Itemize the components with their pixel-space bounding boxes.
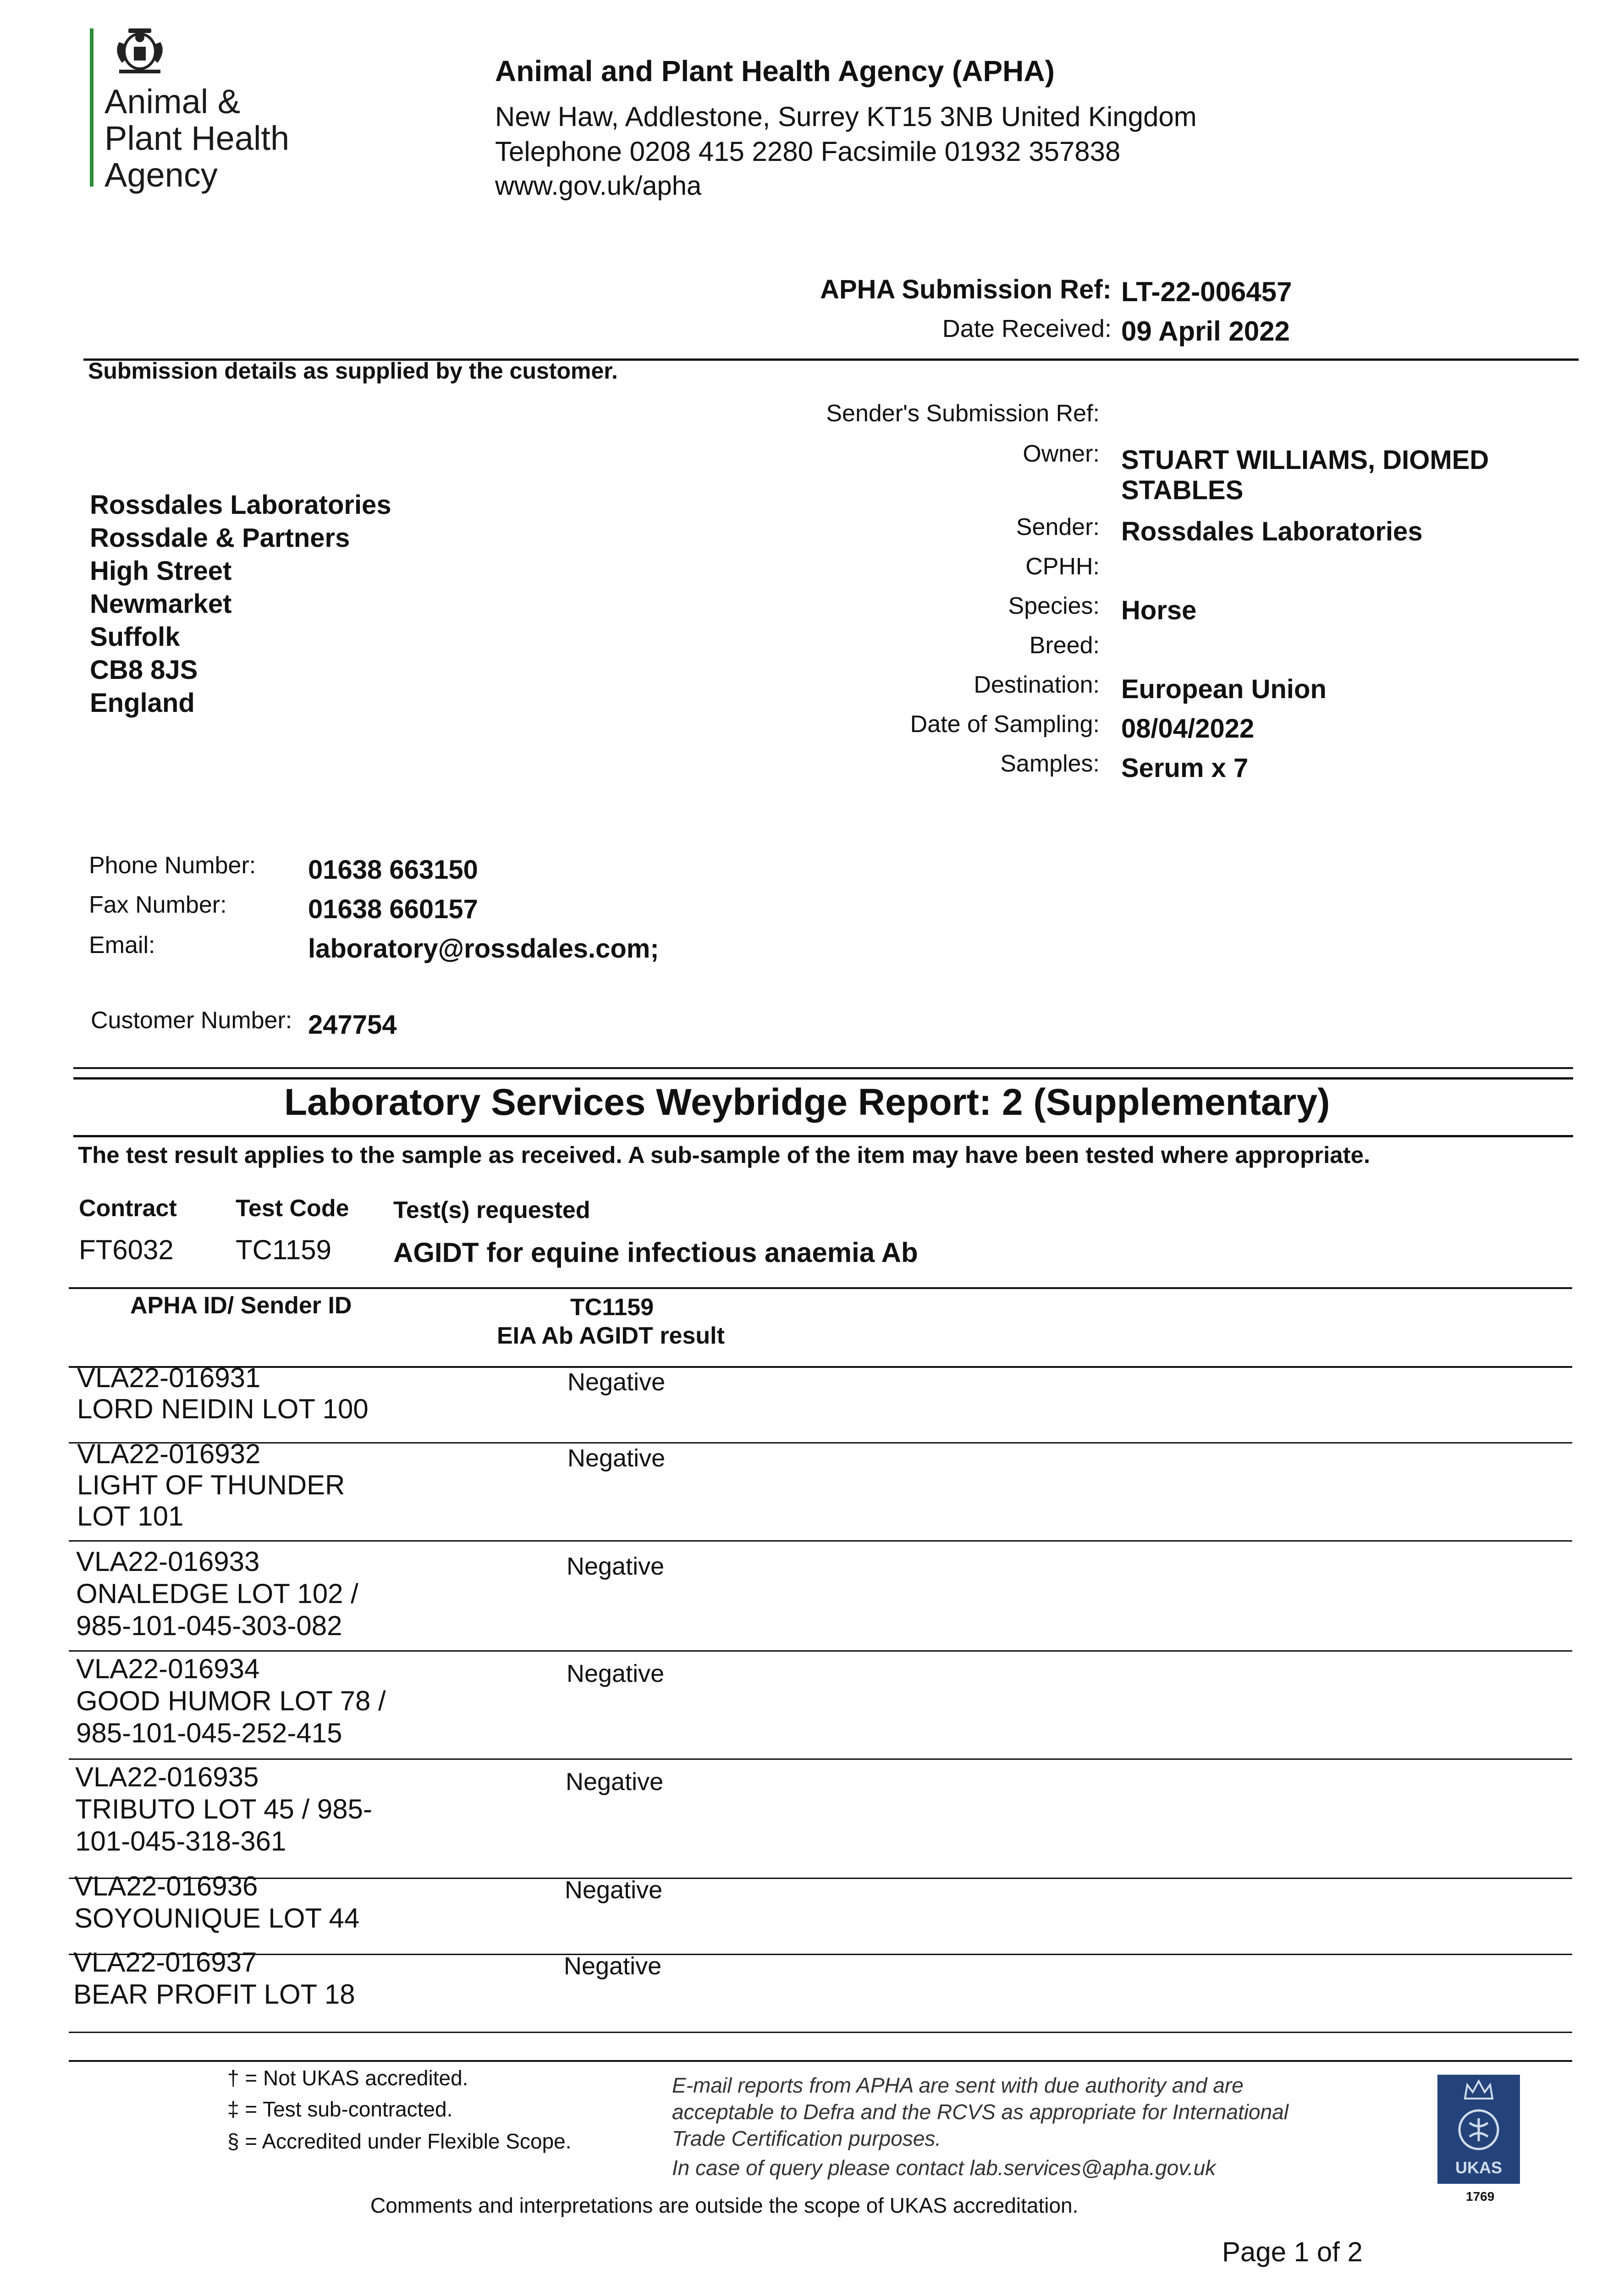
cphh-label: CPHH: bbox=[1025, 553, 1100, 580]
comments-note: Comments and interpretations are outside the scope of UKAS accreditation. bbox=[370, 2193, 1079, 2217]
row-line: BEAR PROFIT LOT 18 bbox=[73, 1979, 355, 2010]
address-line: England bbox=[90, 688, 195, 718]
col-test-code: Test Code bbox=[236, 1195, 349, 1222]
row-line: TRIBUTO LOT 45 / 985- bbox=[75, 1794, 373, 1824]
address-line: High Street bbox=[90, 556, 232, 586]
row-line: VLA22-016933 bbox=[76, 1546, 260, 1577]
row-id bbox=[77, 1438, 345, 1532]
row-line: LORD NEIDIN LOT 100 bbox=[77, 1394, 369, 1424]
fax-value: 01638 660157 bbox=[308, 894, 478, 924]
row-id bbox=[76, 1546, 358, 1642]
row-result: Negative bbox=[567, 1368, 666, 1396]
divider-footer bbox=[69, 2060, 1572, 2062]
test-code-value: TC1159 bbox=[236, 1234, 332, 1265]
row-line: VLA22-016931 bbox=[77, 1362, 261, 1393]
logo-line-1: Animal & bbox=[105, 83, 241, 121]
logo-line-3: Agency bbox=[105, 156, 218, 194]
row-line: VLA22-016935 bbox=[75, 1762, 259, 1792]
date-received-label: Date Received: bbox=[942, 315, 1112, 342]
customer-number-label: Customer Number: bbox=[91, 1007, 292, 1034]
agency-phone: Telephone 0208 415 2280 Facsimile 01932 357838 bbox=[495, 136, 1121, 167]
email-note-line: acceptable to Defra and the RCVS as appropriate for International bbox=[672, 2100, 1289, 2124]
ukas-emblem-icon bbox=[1456, 2107, 1502, 2153]
row-line: LOT 101 bbox=[77, 1501, 184, 1532]
address-line: Rossdale & Partners bbox=[90, 523, 350, 553]
row-line: VLA22-016937 bbox=[73, 1947, 257, 1978]
breed-label: Breed: bbox=[1029, 632, 1100, 659]
supplied-note: Submission details as supplied by the customer. bbox=[88, 358, 618, 384]
test-value: AGIDT for equine infectious anaemia Ab bbox=[393, 1237, 918, 1268]
logo-bar bbox=[90, 28, 94, 187]
divider-3 bbox=[73, 1077, 1573, 1080]
row-line: SOYOUNIQUE LOT 44 bbox=[74, 1903, 360, 1934]
phone-value: 01638 663150 bbox=[308, 855, 478, 885]
phone-label: Phone Number: bbox=[89, 852, 256, 879]
row-line: GOOD HUMOR LOT 78 / bbox=[76, 1686, 386, 1716]
row-result: Negative bbox=[564, 1952, 662, 1980]
address-line: Suffolk bbox=[90, 622, 180, 652]
row-result: Negative bbox=[566, 1768, 664, 1796]
applies-note: The test result applies to the sample as received. A sub-sample of the item may have been tested where appropriate. bbox=[78, 1142, 1371, 1168]
submission-ref-label: APHA Submission Ref: bbox=[820, 275, 1112, 304]
divider-4 bbox=[73, 1135, 1573, 1137]
page-number: Page 1 of 2 bbox=[1222, 2237, 1363, 2267]
col-tests: Test(s) requested bbox=[393, 1197, 590, 1223]
row-divider bbox=[69, 1540, 1572, 1542]
email-note-line: E-mail reports from APHA are sent with due authority and are bbox=[672, 2073, 1244, 2097]
agency-website: www.gov.uk/apha bbox=[495, 171, 702, 201]
agency-name: Animal and Plant Health Agency (APHA) bbox=[495, 55, 1055, 88]
row-result: Negative bbox=[567, 1553, 665, 1580]
logo-text bbox=[105, 83, 289, 193]
email-note bbox=[672, 2072, 1288, 2152]
address-line: Rossdales Laboratories bbox=[90, 490, 391, 520]
address-line: CB8 8JS bbox=[90, 655, 198, 685]
date-received-value: 09 April 2022 bbox=[1121, 316, 1290, 347]
row-line: 101-045-318-361 bbox=[75, 1826, 286, 1857]
report-title: Laboratory Services Weybridge Report: 2 (Supplementary) bbox=[284, 1081, 1330, 1123]
senders-ref-label: Sender's Submission Ref: bbox=[826, 400, 1100, 427]
row-id bbox=[77, 1362, 369, 1425]
address-line: Newmarket bbox=[90, 589, 232, 619]
email-note-line: Trade Certification purposes. bbox=[672, 2127, 941, 2150]
row-line: VLA22-016932 bbox=[77, 1438, 261, 1469]
row-line: VLA22-016936 bbox=[74, 1871, 258, 1901]
row-divider bbox=[69, 2032, 1572, 2033]
email-value[interactable]: laboratory@rossdales.com; bbox=[308, 934, 659, 964]
owner-value-1: STUART WILLIAMS, DIOMED bbox=[1121, 445, 1489, 475]
header-code: TC1159 bbox=[570, 1294, 654, 1321]
customer-number-value: 247754 bbox=[308, 1010, 397, 1040]
email-label: Email: bbox=[89, 932, 155, 959]
species-value: Horse bbox=[1121, 595, 1197, 625]
crown-icon bbox=[1463, 2078, 1495, 2101]
sampling-label: Date of Sampling: bbox=[910, 711, 1100, 738]
legend-2: ‡ = Test sub-contracted. bbox=[227, 2097, 453, 2121]
divider-5 bbox=[69, 1287, 1572, 1289]
owner-label: Owner: bbox=[1023, 441, 1100, 467]
ukas-mark bbox=[1437, 2075, 1520, 2184]
row-result: Negative bbox=[567, 1444, 666, 1472]
row-divider bbox=[69, 1758, 1572, 1760]
row-line: VLA22-016934 bbox=[76, 1653, 260, 1684]
contract-value: FT6032 bbox=[79, 1234, 174, 1265]
customer-address bbox=[90, 489, 391, 720]
row-result: Negative bbox=[567, 1660, 665, 1687]
sender-value: Rossdales Laboratories bbox=[1121, 517, 1423, 546]
ukas-label: UKAS bbox=[1455, 2158, 1502, 2177]
divider-2 bbox=[73, 1067, 1573, 1069]
row-id bbox=[74, 1870, 359, 1934]
row-line: ONALEDGE LOT 102 / bbox=[76, 1578, 358, 1609]
destination-value: European Union bbox=[1121, 674, 1327, 704]
destination-label: Destination: bbox=[974, 672, 1100, 698]
owner-value-2: STABLES bbox=[1121, 475, 1244, 505]
submission-ref-value: LT-22-006457 bbox=[1121, 276, 1292, 307]
row-id bbox=[76, 1653, 386, 1749]
samples-value: Serum x 7 bbox=[1121, 753, 1249, 783]
row-id bbox=[75, 1761, 372, 1857]
query-note: In case of query please contact lab.services@apha.gov.uk bbox=[672, 2156, 1216, 2180]
species-label: Species: bbox=[1008, 593, 1100, 619]
samples-label: Samples: bbox=[1000, 750, 1100, 777]
row-id bbox=[73, 1946, 355, 2011]
col-contract: Contract bbox=[79, 1195, 177, 1222]
ukas-number: 1769 bbox=[1466, 2189, 1495, 2204]
row-result: Negative bbox=[565, 1876, 663, 1904]
row-line: LIGHT OF THUNDER bbox=[77, 1470, 345, 1500]
row-line: 985-101-045-303-082 bbox=[76, 1610, 342, 1641]
row-divider bbox=[69, 1650, 1572, 1652]
sender-label: Sender: bbox=[1016, 514, 1100, 540]
header-result: EIA Ab AGIDT result bbox=[497, 1322, 725, 1349]
fax-label: Fax Number: bbox=[89, 892, 227, 918]
logo-line-2: Plant Health bbox=[105, 119, 290, 157]
crest-icon bbox=[110, 24, 170, 79]
header-id: APHA ID/ Sender ID bbox=[130, 1292, 352, 1319]
agency-address: New Haw, Addlestone, Surrey KT15 3NB United Kingdom bbox=[495, 101, 1197, 132]
sampling-value: 08/04/2022 bbox=[1121, 714, 1255, 744]
row-line: 985-101-045-252-415 bbox=[76, 1718, 342, 1748]
legend-1: † = Not UKAS accredited. bbox=[227, 2066, 468, 2090]
legend-3: § = Accredited under Flexible Scope. bbox=[227, 2129, 572, 2153]
